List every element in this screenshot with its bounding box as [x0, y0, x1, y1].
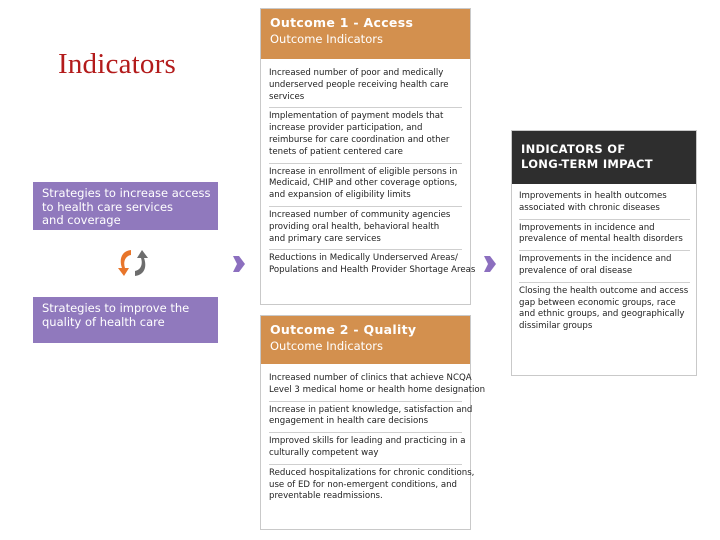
- impact-item: [519, 220, 690, 252]
- indicator-item: [269, 465, 475, 507]
- impact-item: [519, 188, 690, 220]
- outcome-access-panel: [260, 8, 476, 305]
- indicator-item: [269, 164, 462, 207]
- impact-line: Closing the health outcome and access: [519, 285, 689, 296]
- indicator-line: Increased number of clinics that achieve NCQA: [269, 373, 472, 383]
- strategy-line: and coverage: [42, 213, 121, 227]
- indicator-line: increase provider participation, and: [269, 123, 423, 134]
- strategy-line: Strategies to improve the: [42, 301, 190, 315]
- indicator-line: Medicaid, CHIP and other coverage options,: [269, 178, 458, 189]
- impact-line: gap between economic groups, race: [519, 297, 676, 308]
- outcome-header: [261, 316, 470, 364]
- strategy-line: Strategies to increase access: [42, 186, 211, 200]
- strategy-quality-box: [33, 297, 218, 343]
- indicator-line: Reduced hospitalizations for chronic conditions,: [269, 467, 475, 478]
- indicator-line: culturally competent way: [269, 447, 379, 458]
- indicator-line: Improved skills for leading and practicing in a: [269, 436, 466, 447]
- impact-line: prevalence of mental health disorders: [519, 234, 683, 245]
- outcome-quality-panel: [260, 315, 486, 530]
- indicator-item: [269, 402, 473, 434]
- indicator-line: providing oral health, behavioral health: [269, 221, 440, 232]
- indicator-item: [269, 370, 486, 402]
- impact-item: [519, 283, 690, 337]
- page-title: Indicators: [58, 48, 176, 80]
- indicator-line: use of ED for non-emergent conditions, and: [269, 479, 457, 490]
- impact-header: [512, 131, 696, 184]
- indicator-line: preventable readmissions.: [269, 491, 383, 502]
- indicator-line: reimburse for care coordination and other: [269, 134, 450, 145]
- impact-title-line: LONG-TERM IMPACT: [521, 157, 653, 171]
- indicator-line: engagement in health care decisions: [269, 416, 429, 427]
- outcome-header: [261, 9, 470, 59]
- strategy-access-box: [33, 182, 218, 230]
- cycle-arrows-icon: [113, 244, 153, 282]
- impact-item: [519, 251, 690, 283]
- impact-line: and ethnic groups, and geographically: [519, 309, 685, 320]
- indicator-item: [269, 250, 476, 281]
- indicator-line: Increased number of community agencies: [269, 209, 451, 220]
- indicator-line: underserved people receiving health care: [269, 79, 449, 90]
- indicator-item: [269, 65, 462, 108]
- indicator-list: [261, 364, 486, 507]
- indicator-line: Increase in patient knowledge, satisfaction and: [269, 404, 473, 415]
- indicator-line: and expansion of eligibility limits: [269, 190, 411, 201]
- indicator-line: Reductions in Medically Underserved Areas/: [269, 253, 458, 264]
- indicator-line: services: [269, 91, 305, 102]
- impact-line: prevalence of oral disease: [519, 265, 633, 276]
- outcome-subtitle: Outcome Indicators: [270, 32, 383, 46]
- outcome-title: Outcome 2 - Quality: [270, 322, 417, 337]
- indicator-line: and primary care services: [269, 233, 381, 244]
- impact-line: associated with chronic diseases: [519, 202, 660, 213]
- impact-line: Improvements in incidence and: [519, 222, 655, 233]
- strategy-line: to health care services: [42, 199, 174, 214]
- indicator-line: Implementation of payment models that: [269, 111, 444, 122]
- indicator-line: Increase in enrollment of eligible persons in: [269, 166, 458, 177]
- impact-line: dissimilar groups: [519, 321, 593, 332]
- right-arrow-icon: [232, 253, 246, 275]
- strategy-line: quality of health care: [42, 314, 165, 329]
- impact-list: [512, 184, 696, 337]
- indicator-line: tenets of patient centered care: [269, 146, 403, 157]
- outcome-subtitle: Outcome Indicators: [270, 339, 383, 353]
- impact-title-line: INDICATORS OF: [521, 142, 626, 156]
- indicator-list: [261, 59, 476, 281]
- indicator-line: Increased number of poor and medically: [269, 68, 444, 78]
- indicator-line: Populations and Health Provider Shortage Areas: [269, 265, 476, 276]
- indicator-item: [269, 108, 462, 163]
- indicator-item: [269, 433, 466, 465]
- indicator-line: Level 3 medical home or health home designation: [269, 384, 486, 395]
- impact-line: Improvements in health outcomes: [519, 191, 667, 201]
- long-term-impact-panel: [511, 130, 697, 376]
- right-arrow-icon: [483, 253, 497, 275]
- impact-line: Improvements in the incidence and: [519, 254, 672, 265]
- indicator-item: [269, 207, 462, 250]
- outcome-title: Outcome 1 - Access: [270, 15, 414, 30]
